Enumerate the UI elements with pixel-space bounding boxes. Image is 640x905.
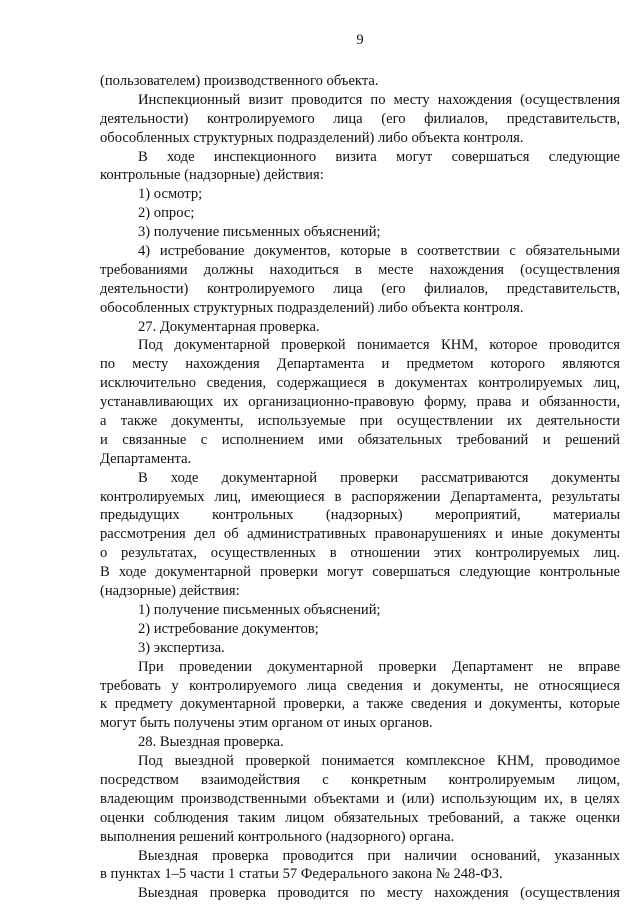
- text-line: Под документарной проверкой понимается КНМ, которое проводится: [138, 337, 620, 354]
- text-line: Выездная проверка проводится по месту нахождения (осуществления: [138, 885, 620, 902]
- document-body: [100, 72, 620, 903]
- text-line: контрольные (надзорные) действия:: [100, 167, 324, 184]
- text-line: В ходе документарной проверки рассматриваются документы: [138, 469, 620, 486]
- text-line: 3) получение письменных объяснений;: [138, 224, 381, 241]
- text-line: 3) экспертиза.: [138, 639, 225, 656]
- text-line: В ходе документарной проверки могут совершаться следующие контрольные: [100, 564, 620, 581]
- text-line: Инспекционный визит проводится по месту нахождения (осуществления: [138, 91, 620, 108]
- text-line: о результатах, осуществленных в отношении этих контролируемых лиц.: [100, 545, 620, 562]
- text-line: 28. Выездная проверка.: [138, 734, 284, 751]
- text-line: обособленных структурных подразделений) либо объекта контроля.: [100, 129, 524, 146]
- text-line: 2) опрос;: [138, 205, 195, 222]
- text-line: (надзорные) действия:: [100, 583, 240, 600]
- text-line: выполнения решений контрольного (надзорного) органа.: [100, 828, 455, 845]
- text-line: При проведении документарной проверки Департамент не вправе: [138, 658, 620, 675]
- text-line: 1) получение письменных объяснений;: [138, 601, 381, 618]
- text-line: к предмету документарной проверки, а также сведения и документы, которые: [100, 696, 620, 713]
- text-line: контролируемых лиц, имеющиеся в распоряжении Департамента, результаты: [100, 488, 620, 505]
- text-line: обособленных структурных подразделений) либо объекта контроля.: [100, 299, 524, 316]
- text-line: деятельности) контролируемого лица (его филиалов, представительств,: [100, 110, 620, 127]
- text-line: требовать у контролируемого лица сведения и документы, не относящиеся: [100, 677, 620, 694]
- text-line: требованиями должны находиться в месте нахождения (осуществления: [100, 261, 620, 278]
- text-line: рассмотрения дел об административных правонарушениях и иные документы: [100, 526, 620, 543]
- text-line: 27. Документарная проверка.: [138, 318, 320, 335]
- text-line: а также документы, используемые при осуществлении их деятельности: [100, 413, 620, 430]
- text-line: деятельности) контролируемого лица (его филиалов, представительств,: [100, 280, 620, 297]
- text-line: в пунктах 1–5 части 1 статьи 57 Федерального закона № 248-ФЗ.: [100, 866, 503, 883]
- text-line: 1) осмотр;: [138, 186, 203, 203]
- text-line: посредством взаимодействия с конкретным контролируемым лицом,: [100, 771, 620, 788]
- text-line: 2) истребование документов;: [138, 620, 319, 637]
- text-line: по месту нахождения Департамента и предметом которого являются: [100, 356, 620, 373]
- text-line: исключительно сведения, содержащиеся в документах контролируемых лиц,: [100, 375, 620, 392]
- text-line: Под выездной проверкой понимается комплексное КНМ, проводимое: [138, 753, 620, 770]
- page-number: 9: [356, 32, 364, 48]
- text-line: предыдущих контрольных (надзорных) мероприятий, материалы: [100, 507, 620, 524]
- text-line: могут быть получены этим органом от иных органов.: [100, 715, 433, 732]
- text-line: устанавливающих их организационно-правовую форму, права и обязанности,: [100, 394, 620, 411]
- text-line: В ходе инспекционного визита могут совершаться следующие: [138, 148, 620, 165]
- text-line: владеющим производственными объектами и (или) использующим их, в целях: [100, 790, 620, 807]
- text-line: 4) истребование документов, которые в соответствии с обязательными: [138, 243, 620, 260]
- text-line: Выездная проверка проводится при наличии оснований, указанных: [138, 847, 620, 864]
- text-line: оценки соблюдения таким лицом обязательных требований, а также оценки: [100, 809, 620, 826]
- text-line: (пользователем) производственного объекта.: [100, 73, 379, 89]
- text-line: и связанные с исполнением ими обязательных требований и решений: [100, 431, 620, 448]
- text-line: Департамента.: [100, 450, 192, 467]
